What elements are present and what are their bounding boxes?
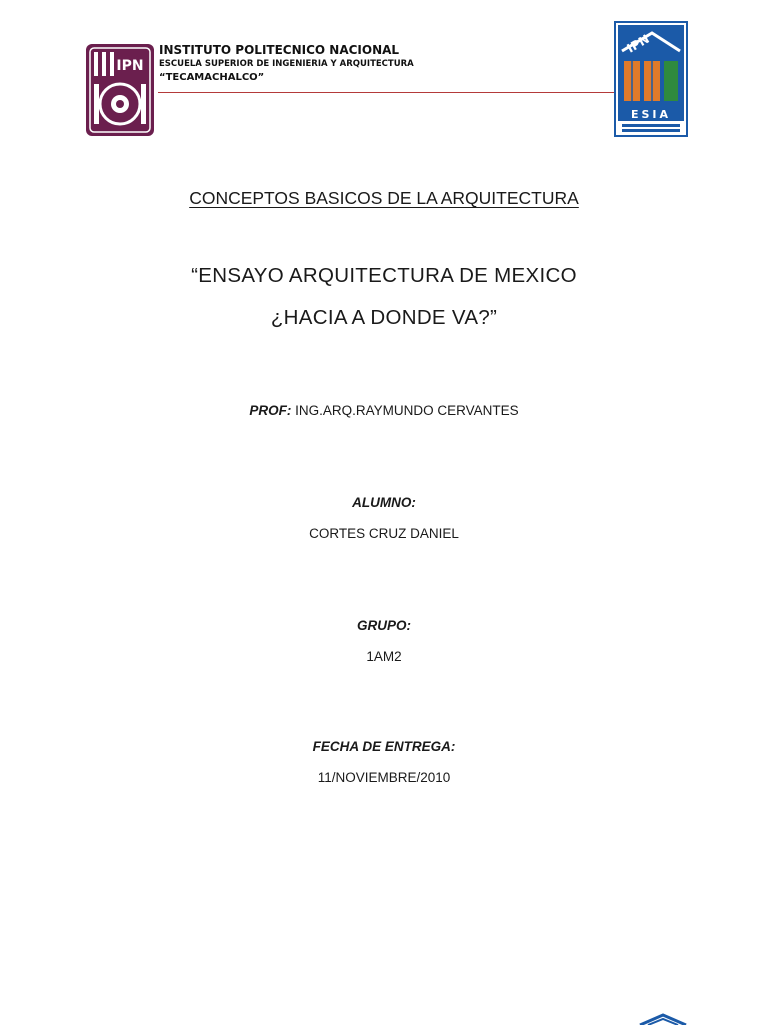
professor-name: ING.ARQ.RAYMUNDO CERVANTES xyxy=(291,403,519,418)
due-date-label: FECHA DE ENTREGA: xyxy=(312,739,456,754)
institution-name: INSTITUTO POLITECNICO NACIONAL xyxy=(159,43,400,57)
essay-title-line1: “ENSAYO ARQUITECTURA DE MEXICO xyxy=(191,264,577,287)
group-label: GRUPO: xyxy=(357,618,411,633)
next-page-logo-fragment xyxy=(636,1012,690,1024)
esia-logo xyxy=(614,21,688,137)
campus-name: “TECAMACHALCO” xyxy=(159,72,265,83)
header-divider xyxy=(158,92,614,93)
subject-title: CONCEPTOS BASICOS DE LA ARQUITECTURA xyxy=(189,188,579,208)
student-label: ALUMNO: xyxy=(352,495,416,510)
esia-logo-text: ESIA xyxy=(630,108,672,121)
esia-logo-ipn-text: IPN xyxy=(624,31,652,56)
group-value: 1AM2 xyxy=(366,649,402,664)
school-name: ESCUELA SUPERIOR DE INGENIERIA Y ARQUITECTURA xyxy=(159,59,414,69)
ipn-logo-text: IPN xyxy=(116,58,144,74)
professor-label: PROF: xyxy=(249,403,292,418)
ipn-logo xyxy=(84,40,156,140)
essay-title-line2: ¿HACIA A DONDE VA?” xyxy=(270,306,498,329)
header-text-block xyxy=(159,43,414,85)
due-date-value: 11/NOVIEMBRE/2010 xyxy=(317,770,451,785)
student-name: CORTES CRUZ DANIEL xyxy=(309,526,459,541)
professor-line xyxy=(0,403,768,418)
